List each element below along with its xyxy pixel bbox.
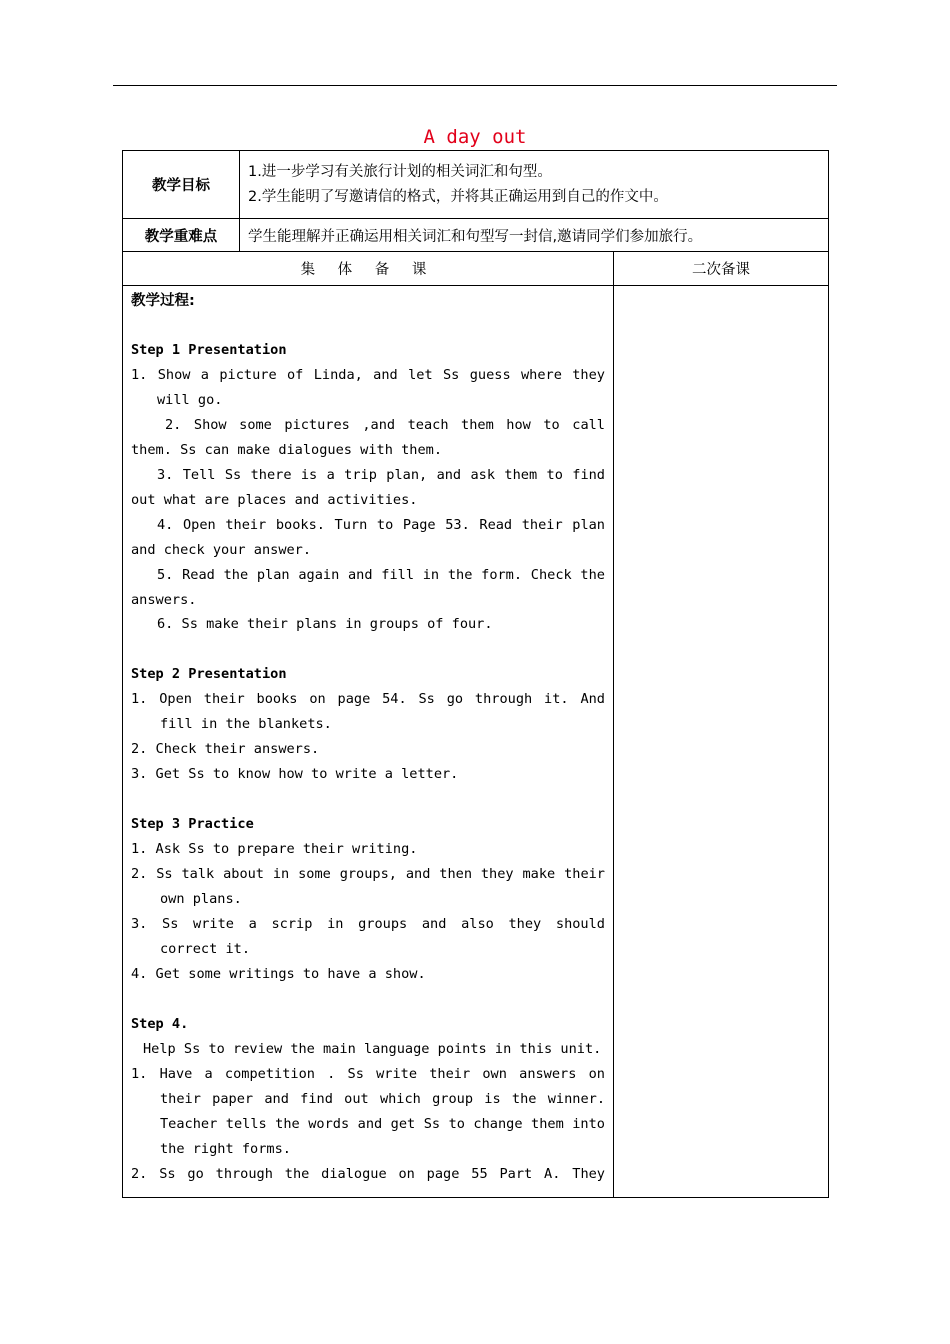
- objectives-content: [240, 151, 829, 219]
- step-3-item-1: 1. Ask Ss to prepare their writing.: [131, 841, 418, 858]
- lesson-plan-table: [122, 150, 829, 1198]
- second-prep-header: 二次备课: [614, 252, 829, 286]
- step-3-item-2: 2. Ss talk about in some groups, and then they make their own plans.: [131, 866, 605, 908]
- objectives-row: [123, 151, 829, 219]
- step-2-item-1: 1. Open their books on page 54. Ss go through it. And fill in the blankets.: [131, 691, 605, 733]
- process-row: [123, 286, 829, 1198]
- page-title: A day out: [423, 126, 527, 148]
- objectives-label: 教学目标: [123, 151, 240, 219]
- step-3-item-3: 3. Ss write a scrip in groups and also they should correct it.: [131, 916, 605, 957]
- process-heading: 教学过程:: [131, 293, 195, 309]
- step-3-title: Step 3 Practice: [131, 816, 254, 833]
- key-points-row: [123, 219, 829, 252]
- step-2-item-2: 2. Check their answers.: [131, 741, 320, 758]
- key-points-label: 教学重难点: [123, 219, 240, 252]
- step-1-item-3: 3. Tell Ss there is a trip plan, and ask them to find out what are places and activities.: [131, 466, 605, 508]
- step-1-item-5: 5. Read the plan again and fill in the form. Check the answers.: [131, 566, 605, 608]
- second-prep-notes: [614, 286, 829, 1198]
- objective-line-2: 2.学生能明了写邀请信的格式，并将其正确运用到自己的作文中。: [248, 188, 668, 205]
- step-1-item-4: 4. Open their books. Turn to Page 53. Read their plan and check your answer.: [131, 516, 605, 558]
- step-4-item-2: 2. Ss go through the dialogue on page 55 Part A. They: [131, 1165, 605, 1182]
- teaching-process: [123, 286, 614, 1198]
- step-2-item-3: 3. Get Ss to know how to write a letter.: [131, 766, 459, 783]
- header-rule: [113, 85, 837, 86]
- step-4-item-1: 1. Have a competition . Ss write their own answers on their paper and find out which group is the winner. Teacher tells the words and get Ss to change them into the right forms.: [131, 1065, 605, 1157]
- key-points-text: 学生能理解并正确运用相关词汇和句型写一封信,邀请同学们参加旅行。: [240, 219, 829, 252]
- column-header-row: [123, 252, 829, 286]
- step-1-item-2: 2. Show some pictures ,and teach them how to call them. Ss can make dialogues with them.: [131, 416, 605, 458]
- step-3-item-4: 4. Get some writings to have a show.: [131, 965, 426, 982]
- step-4-title: Step 4.: [131, 1015, 189, 1032]
- group-prep-header: 集 体 备 课: [123, 252, 614, 286]
- step-1-title: Step 1 Presentation: [131, 342, 287, 358]
- step-4-intro: Help Ss to review the main language points in this unit.: [143, 1040, 602, 1057]
- step-2-title: Step 2 Presentation: [131, 666, 287, 683]
- step-1-item-1: 1. Show a picture of Linda, and let Ss guess where they will go.: [131, 366, 605, 408]
- objective-line-1: 1.进一步学习有关旅行计划的相关词汇和句型。: [248, 163, 552, 180]
- step-1-item-6: 6. Ss make their plans in groups of four.: [157, 616, 493, 633]
